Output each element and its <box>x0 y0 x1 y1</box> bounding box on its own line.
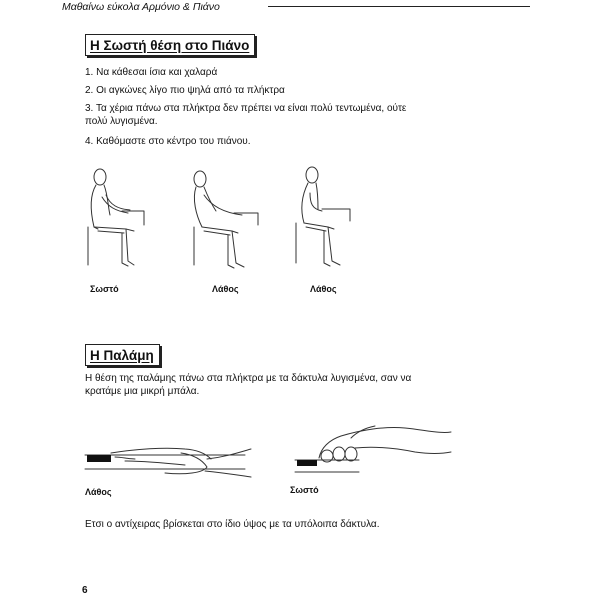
section-heading-palm: Η Παλάμη <box>85 344 160 366</box>
palm-text-line-1: Η θέση της παλάμης πάνω στα πλήκτρα με τα δάκτυλα λυγισμένα, σαν να <box>85 373 412 384</box>
running-header: Μαθαίνω εύκολα Αρμόνιο & Πιάνο <box>62 1 220 13</box>
page-number: 6 <box>82 585 88 596</box>
figure-label-correct: Σωστό <box>90 284 119 294</box>
figure-label-wrong-2: Λάθος <box>310 284 337 294</box>
header-rule <box>268 6 530 7</box>
seated-figure-wrong-icon-2 <box>288 163 368 275</box>
list-item-3-cont: πολύ λυγισμένα. <box>85 116 158 127</box>
list-item-1: 1. Να κάθεσαι ίσια και χαλαρά <box>85 67 218 78</box>
seated-figure-correct-icon <box>78 165 158 275</box>
list-item-4: 4. Καθόμαστε στο κέντρο του πιάνου. <box>85 136 251 147</box>
hand-label-correct: Σωστό <box>290 485 319 495</box>
palm-footer-text: Ετσι ο αντίχειρας βρίσκεται στο ίδιο ύψος με τα υπόλοιπα δάκτυλα. <box>85 519 380 530</box>
section-heading-piano-position: Η Σωστή θέση στο Πιάνο <box>85 34 255 56</box>
list-item-3: 3. Τα χέρια πάνω στα πλήκτρα δεν πρέπει να είναι πολύ τεντωμένα, ούτε <box>85 103 407 114</box>
hand-flat-icon <box>85 435 255 485</box>
palm-text-line-2: κρατάμε μια μικρή μπάλα. <box>85 386 200 397</box>
figure-label-wrong-1: Λάθος <box>212 284 239 294</box>
list-item-2: 2. Οι αγκώνες λίγο πιο ψηλά από τα πλήκτρα <box>85 85 285 96</box>
hand-label-wrong: Λάθος <box>85 487 112 497</box>
hand-curved-icon <box>295 408 455 478</box>
seated-figure-wrong-icon <box>186 165 266 275</box>
